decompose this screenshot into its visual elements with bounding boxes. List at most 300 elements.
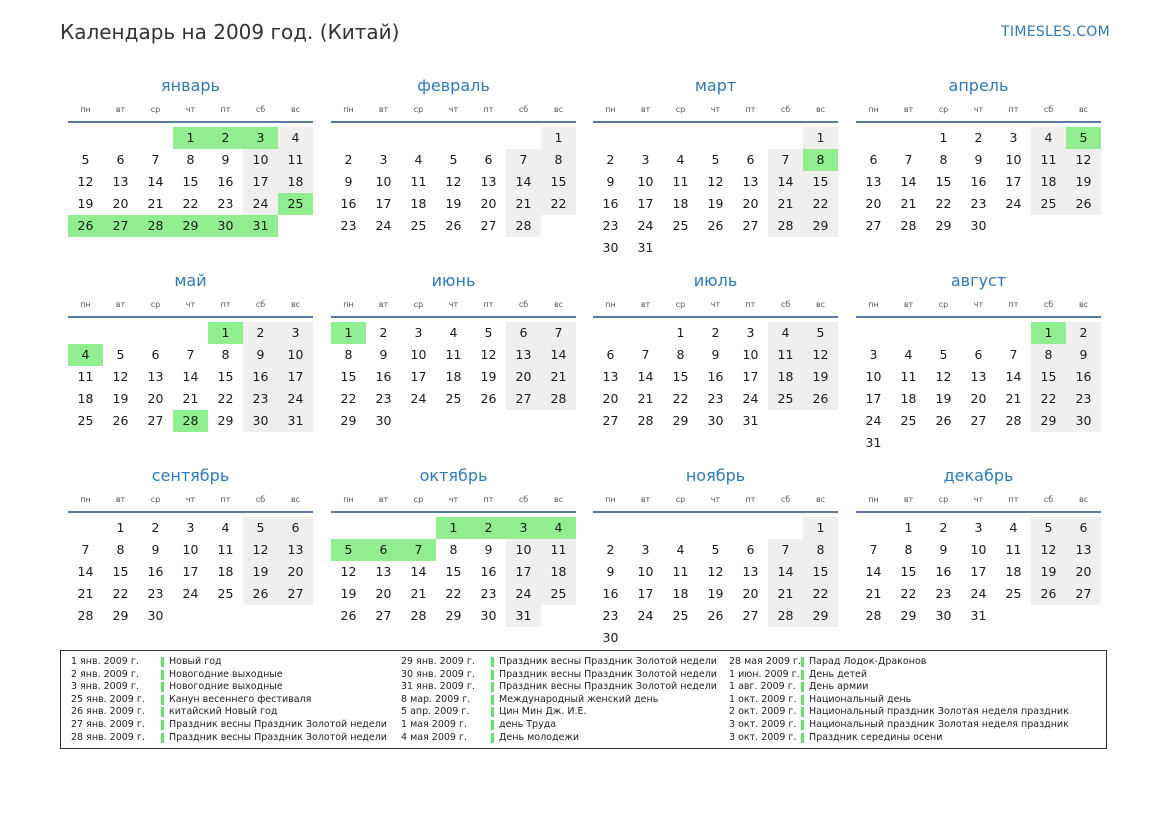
day-cell: 10	[243, 149, 278, 171]
legend-holiday-name: Новый год	[169, 656, 222, 667]
day-cell: 15	[935, 174, 952, 189]
month-name: ноябрь	[685, 466, 746, 485]
day-cell: 15	[672, 369, 689, 384]
day-cell: 16	[707, 369, 724, 384]
legend-date: 5 апр. 2009 г.	[401, 706, 470, 718]
day-cell: 11	[445, 347, 462, 362]
day-cell: 12	[1031, 539, 1066, 561]
weekday-label: пн	[605, 495, 616, 504]
day-cell: 6	[974, 347, 983, 362]
day-cell: 9	[243, 344, 278, 366]
day-cell: 23	[480, 586, 497, 601]
day-cell: 17	[637, 196, 654, 211]
day-cell: 25	[768, 388, 803, 410]
day-cell: 20	[506, 366, 541, 388]
day-cell: 11	[410, 174, 427, 189]
day-cell: 12	[77, 174, 94, 189]
legend-row	[71, 669, 387, 682]
weekday-label: вт	[115, 300, 126, 309]
legend-row	[401, 656, 717, 669]
brand-link[interactable]: TIMESLES.COM	[1001, 24, 1110, 40]
day-cell: 29	[672, 413, 689, 428]
weekday-label: пн	[343, 495, 354, 504]
day-cell: 10	[637, 174, 654, 189]
day-cell: 14	[147, 174, 164, 189]
day-cell: 1	[939, 130, 948, 145]
weekday-label: вт	[378, 105, 389, 114]
weekday-label: пн	[80, 300, 91, 309]
day-cell: 21	[77, 586, 94, 601]
weekday-label: ср	[938, 495, 949, 504]
legend-holiday-name: Праздник весны Праздник Золотой недели	[499, 656, 717, 667]
day-cell: 16	[375, 369, 392, 384]
day-cell: 3	[506, 517, 541, 539]
weekday-label: пт	[483, 495, 494, 504]
day-cell: 30	[707, 413, 724, 428]
day-cell: 8	[803, 539, 838, 561]
day-cell: 26	[68, 215, 103, 237]
day-cell: 13	[147, 369, 164, 384]
day-cell: 6	[506, 322, 541, 344]
day-cell: 8	[1031, 344, 1066, 366]
day-cell: 3	[746, 325, 755, 340]
day-cell: 5	[711, 152, 720, 167]
day-cell: 6	[746, 542, 755, 557]
day-cell: 4	[541, 517, 576, 539]
legend-holiday-name: Национальный праздник Золотая неделя праздник	[809, 706, 1069, 718]
day-cell: 27	[147, 413, 164, 428]
weekday-label: чт	[973, 495, 984, 504]
legend-marker	[801, 670, 804, 680]
day-cell: 4	[768, 322, 803, 344]
legend-date: 3 янв. 2009 г.	[71, 681, 139, 693]
weekday-label: сб	[1043, 495, 1054, 504]
day-cell: 14	[900, 174, 917, 189]
legend-row	[729, 694, 1069, 707]
day-cell: 30	[935, 608, 952, 623]
day-cell: 30	[1066, 410, 1101, 432]
day-cell: 28	[768, 215, 803, 237]
day-cell: 22	[803, 583, 838, 605]
day-cell: 12	[707, 174, 724, 189]
day-cell: 29	[900, 608, 917, 623]
day-cell: 19	[340, 586, 357, 601]
day-cell: 9	[939, 542, 948, 557]
day-cell: 31	[865, 435, 882, 450]
day-cell: 3	[641, 152, 650, 167]
day-cell: 19	[112, 391, 129, 406]
legend-row	[729, 719, 1069, 732]
legend-row	[729, 732, 1069, 745]
day-cell: 21	[541, 366, 576, 388]
weekday-label: чт	[185, 495, 196, 504]
day-cell: 28	[173, 410, 208, 432]
day-cell: 6	[366, 539, 401, 561]
day-cell: 2	[606, 542, 615, 557]
legend-holiday-name: Парад Лодок-Драконов	[809, 656, 927, 667]
day-grid	[331, 123, 576, 263]
day-cell: 1	[331, 322, 366, 344]
legend-holiday-name: День молодежи	[499, 731, 580, 743]
weekday-label: пн	[868, 300, 879, 309]
day-cell: 18	[278, 171, 313, 193]
day-cell: 13	[742, 564, 759, 579]
day-cell: 15	[541, 171, 576, 193]
legend-row	[729, 681, 1069, 694]
day-cell: 7	[904, 152, 913, 167]
day-cell: 30	[970, 218, 987, 233]
day-cell: 20	[147, 391, 164, 406]
weekday-label: чт	[710, 105, 721, 114]
day-cell: 31	[243, 215, 278, 237]
day-cell: 7	[641, 347, 650, 362]
weekday-label: пт	[1008, 105, 1019, 114]
day-cell: 9	[344, 174, 353, 189]
day-cell: 19	[243, 561, 278, 583]
legend-column	[401, 656, 717, 744]
weekday-label: ср	[675, 105, 686, 114]
day-cell: 16	[340, 196, 357, 211]
day-cell: 28	[900, 218, 917, 233]
day-cell: 22	[803, 193, 838, 215]
day-cell: 17	[970, 564, 987, 579]
day-cell: 26	[707, 218, 724, 233]
day-cell: 18	[445, 369, 462, 384]
weekday-label: сб	[780, 105, 791, 114]
day-cell: 28	[410, 608, 427, 623]
day-cell: 17	[637, 586, 654, 601]
legend-marker	[161, 657, 164, 667]
day-cell: 17	[375, 196, 392, 211]
day-cell: 14	[506, 171, 541, 193]
day-cell: 27	[480, 218, 497, 233]
day-cell: 12	[340, 564, 357, 579]
day-cell: 25	[541, 583, 576, 605]
day-cell: 19	[707, 196, 724, 211]
day-cell: 3	[243, 127, 278, 149]
day-cell: 29	[112, 608, 129, 623]
legend-row	[401, 681, 717, 694]
day-cell: 11	[217, 542, 234, 557]
day-cell: 14	[182, 369, 199, 384]
legend-column	[71, 656, 387, 744]
day-cell: 5	[711, 542, 720, 557]
day-cell: 2	[344, 152, 353, 167]
day-cell: 22	[1031, 388, 1066, 410]
weekday-label: вт	[640, 105, 651, 114]
day-cell: 31	[970, 608, 987, 623]
day-cell: 7	[81, 542, 90, 557]
weekday-label: вт	[115, 495, 126, 504]
day-cell: 18	[410, 196, 427, 211]
day-cell: 26	[112, 413, 129, 428]
day-cell: 27	[742, 608, 759, 623]
day-cell: 31	[637, 240, 654, 255]
weekday-label: сб	[1043, 300, 1054, 309]
legend-marker	[801, 657, 804, 667]
legend-date: 25 янв. 2009 г.	[71, 693, 145, 705]
day-cell: 24	[742, 391, 759, 406]
legend-row	[401, 669, 717, 682]
weekday-label: чт	[448, 495, 459, 504]
legend-holiday-name: День детей	[809, 668, 868, 680]
month-block	[856, 75, 1101, 263]
month-name: февраль	[417, 76, 490, 95]
weekday-label: ср	[675, 300, 686, 309]
weekday-label: пт	[745, 495, 756, 504]
day-cell: 21	[900, 196, 917, 211]
day-cell: 20	[1066, 561, 1101, 583]
holiday-legend	[60, 650, 1107, 749]
day-cell: 12	[480, 347, 497, 362]
day-cell: 24	[637, 608, 654, 623]
day-cell: 22	[182, 196, 199, 211]
day-cell: 21	[147, 196, 164, 211]
weekday-header	[331, 298, 576, 312]
day-cell: 22	[445, 586, 462, 601]
legend-holiday-name: Праздник середины осени	[809, 731, 943, 743]
day-cell: 4	[449, 325, 458, 340]
weekday-label: вс	[815, 300, 826, 309]
legend-marker	[491, 682, 494, 692]
legend-row	[71, 694, 387, 707]
day-cell: 9	[606, 174, 615, 189]
day-cell: 17	[410, 369, 427, 384]
legend-marker	[801, 682, 804, 692]
day-cell: 24	[1005, 196, 1022, 211]
day-cell: 7	[1009, 347, 1018, 362]
day-cell: 24	[243, 193, 278, 215]
day-cell: 6	[116, 152, 125, 167]
weekday-label: ср	[938, 300, 949, 309]
day-cell: 2	[974, 130, 983, 145]
day-cell: 28	[506, 215, 541, 237]
weekday-label: пт	[220, 105, 231, 114]
day-grid	[593, 513, 838, 653]
weekday-label: вс	[553, 300, 564, 309]
day-cell: 9	[379, 347, 388, 362]
day-cell: 10	[506, 539, 541, 561]
day-cell: 2	[208, 127, 243, 149]
day-cell: 24	[637, 218, 654, 233]
day-cell: 4	[278, 127, 313, 149]
page-title: Календарь на 2009 год. (Китай)	[60, 20, 400, 44]
legend-marker	[161, 670, 164, 680]
day-cell: 5	[116, 347, 125, 362]
day-cell: 8	[676, 347, 685, 362]
day-cell: 26	[480, 391, 497, 406]
weekday-label: чт	[710, 300, 721, 309]
day-cell: 16	[602, 586, 619, 601]
month-block	[593, 270, 838, 458]
day-cell: 13	[742, 174, 759, 189]
day-cell: 7	[869, 542, 878, 557]
legend-date: 4 мая 2009 г.	[401, 731, 467, 743]
day-cell: 9	[606, 564, 615, 579]
day-cell: 7	[506, 149, 541, 171]
legend-date: 28 мая 2009 г.	[729, 656, 802, 667]
day-cell: 19	[935, 391, 952, 406]
legend-holiday-name: день Труда	[499, 718, 557, 730]
day-cell: 3	[869, 347, 878, 362]
day-cell: 4	[68, 344, 103, 366]
day-cell: 3	[186, 520, 195, 535]
day-cell: 8	[904, 542, 913, 557]
weekday-header	[856, 298, 1101, 312]
day-cell: 10	[278, 344, 313, 366]
legend-holiday-name: китайский Новый год	[169, 706, 278, 718]
day-cell: 4	[676, 542, 685, 557]
day-cell: 10	[410, 347, 427, 362]
weekday-label: вс	[553, 495, 564, 504]
day-cell: 11	[278, 149, 313, 171]
weekday-label: вс	[1078, 495, 1089, 504]
day-cell: 20	[742, 586, 759, 601]
legend-holiday-name: Праздник весны Праздник Золотой недели	[499, 668, 717, 680]
legend-date: 1 янв. 2009 г.	[71, 656, 139, 667]
weekday-label: вт	[903, 105, 914, 114]
day-cell: 15	[112, 564, 129, 579]
legend-holiday-name: Национальный день	[809, 693, 912, 705]
day-cell: 26	[803, 388, 838, 410]
day-cell: 22	[900, 586, 917, 601]
weekday-header	[593, 103, 838, 117]
day-cell: 29	[803, 605, 838, 627]
weekday-label: ср	[938, 105, 949, 114]
month-name: май	[174, 271, 207, 290]
day-cell: 15	[803, 561, 838, 583]
day-cell: 16	[217, 174, 234, 189]
day-cell: 27	[506, 388, 541, 410]
legend-row	[401, 706, 717, 719]
day-cell: 12	[935, 369, 952, 384]
day-cell: 11	[1031, 149, 1066, 171]
weekday-header	[68, 103, 313, 117]
day-cell: 17	[278, 366, 313, 388]
day-cell: 19	[803, 366, 838, 388]
weekday-header	[68, 493, 313, 507]
day-cell: 16	[970, 174, 987, 189]
day-cell: 8	[221, 347, 230, 362]
day-cell: 10	[970, 542, 987, 557]
day-cell: 29	[173, 215, 208, 237]
weekday-label: пт	[483, 105, 494, 114]
day-cell: 30	[147, 608, 164, 623]
weekday-label: вс	[1078, 105, 1089, 114]
day-cell: 8	[344, 347, 353, 362]
weekday-label: пт	[483, 300, 494, 309]
day-cell: 19	[77, 196, 94, 211]
day-grid	[856, 318, 1101, 458]
day-cell: 11	[672, 564, 689, 579]
weekday-label: чт	[973, 105, 984, 114]
day-cell: 28	[138, 215, 173, 237]
day-grid	[856, 123, 1101, 263]
day-cell: 30	[243, 410, 278, 432]
weekday-label: ср	[150, 105, 161, 114]
weekday-label: вт	[903, 300, 914, 309]
weekday-header	[331, 103, 576, 117]
day-cell: 15	[445, 564, 462, 579]
day-cell: 12	[707, 564, 724, 579]
day-cell: 14	[77, 564, 94, 579]
day-cell: 25	[77, 413, 94, 428]
month-block	[856, 270, 1101, 458]
day-cell: 15	[900, 564, 917, 579]
legend-row	[729, 656, 1069, 669]
month-block	[68, 465, 313, 653]
day-cell: 3	[1009, 130, 1018, 145]
day-cell: 30	[602, 240, 619, 255]
weekday-label: вт	[378, 495, 389, 504]
legend-row	[729, 669, 1069, 682]
day-cell: 23	[935, 586, 952, 601]
weekday-label: ср	[150, 495, 161, 504]
day-cell: 30	[208, 215, 243, 237]
day-cell: 7	[186, 347, 195, 362]
day-cell: 13	[278, 539, 313, 561]
legend-holiday-name: Цин Мин Дж. И.Е.	[499, 706, 587, 718]
day-cell: 28	[768, 605, 803, 627]
weekday-label: вт	[115, 105, 126, 114]
day-cell: 1	[116, 520, 125, 535]
legend-date: 26 янв. 2009 г.	[71, 706, 145, 718]
day-cell: 26	[445, 218, 462, 233]
day-cell: 21	[410, 586, 427, 601]
day-cell: 17	[182, 564, 199, 579]
day-cell: 5	[449, 152, 458, 167]
weekday-label: вс	[553, 105, 564, 114]
day-cell: 28	[865, 608, 882, 623]
day-cell: 18	[768, 366, 803, 388]
day-cell: 25	[278, 193, 313, 215]
day-cell: 17	[506, 561, 541, 583]
day-cell: 27	[278, 583, 313, 605]
day-cell: 23	[147, 586, 164, 601]
legend-row	[401, 694, 717, 707]
weekday-label: вс	[290, 300, 301, 309]
day-cell: 10	[865, 369, 882, 384]
legend-marker	[801, 707, 804, 717]
weekday-label: сб	[255, 300, 266, 309]
day-cell: 22	[541, 193, 576, 215]
month-name: апрель	[948, 76, 1009, 95]
day-cell: 16	[243, 366, 278, 388]
day-cell: 8	[939, 152, 948, 167]
day-cell: 7	[768, 539, 803, 561]
weekday-label: вт	[378, 300, 389, 309]
day-cell: 13	[1066, 539, 1101, 561]
day-cell: 27	[865, 218, 882, 233]
day-grid	[593, 318, 838, 458]
legend-marker	[161, 682, 164, 692]
weekday-label: ср	[413, 105, 424, 114]
day-cell: 19	[1031, 561, 1066, 583]
weekday-label: пн	[605, 300, 616, 309]
day-cell: 9	[711, 347, 720, 362]
weekday-label: пн	[868, 105, 879, 114]
day-cell: 23	[243, 388, 278, 410]
day-cell: 11	[541, 539, 576, 561]
day-cell: 1	[541, 127, 576, 149]
day-cell: 5	[939, 347, 948, 362]
month-name: декабрь	[943, 466, 1014, 485]
day-cell: 28	[637, 413, 654, 428]
day-cell: 16	[1066, 366, 1101, 388]
month-name: март	[694, 76, 737, 95]
day-cell: 3	[278, 322, 313, 344]
day-cell: 2	[151, 520, 160, 535]
